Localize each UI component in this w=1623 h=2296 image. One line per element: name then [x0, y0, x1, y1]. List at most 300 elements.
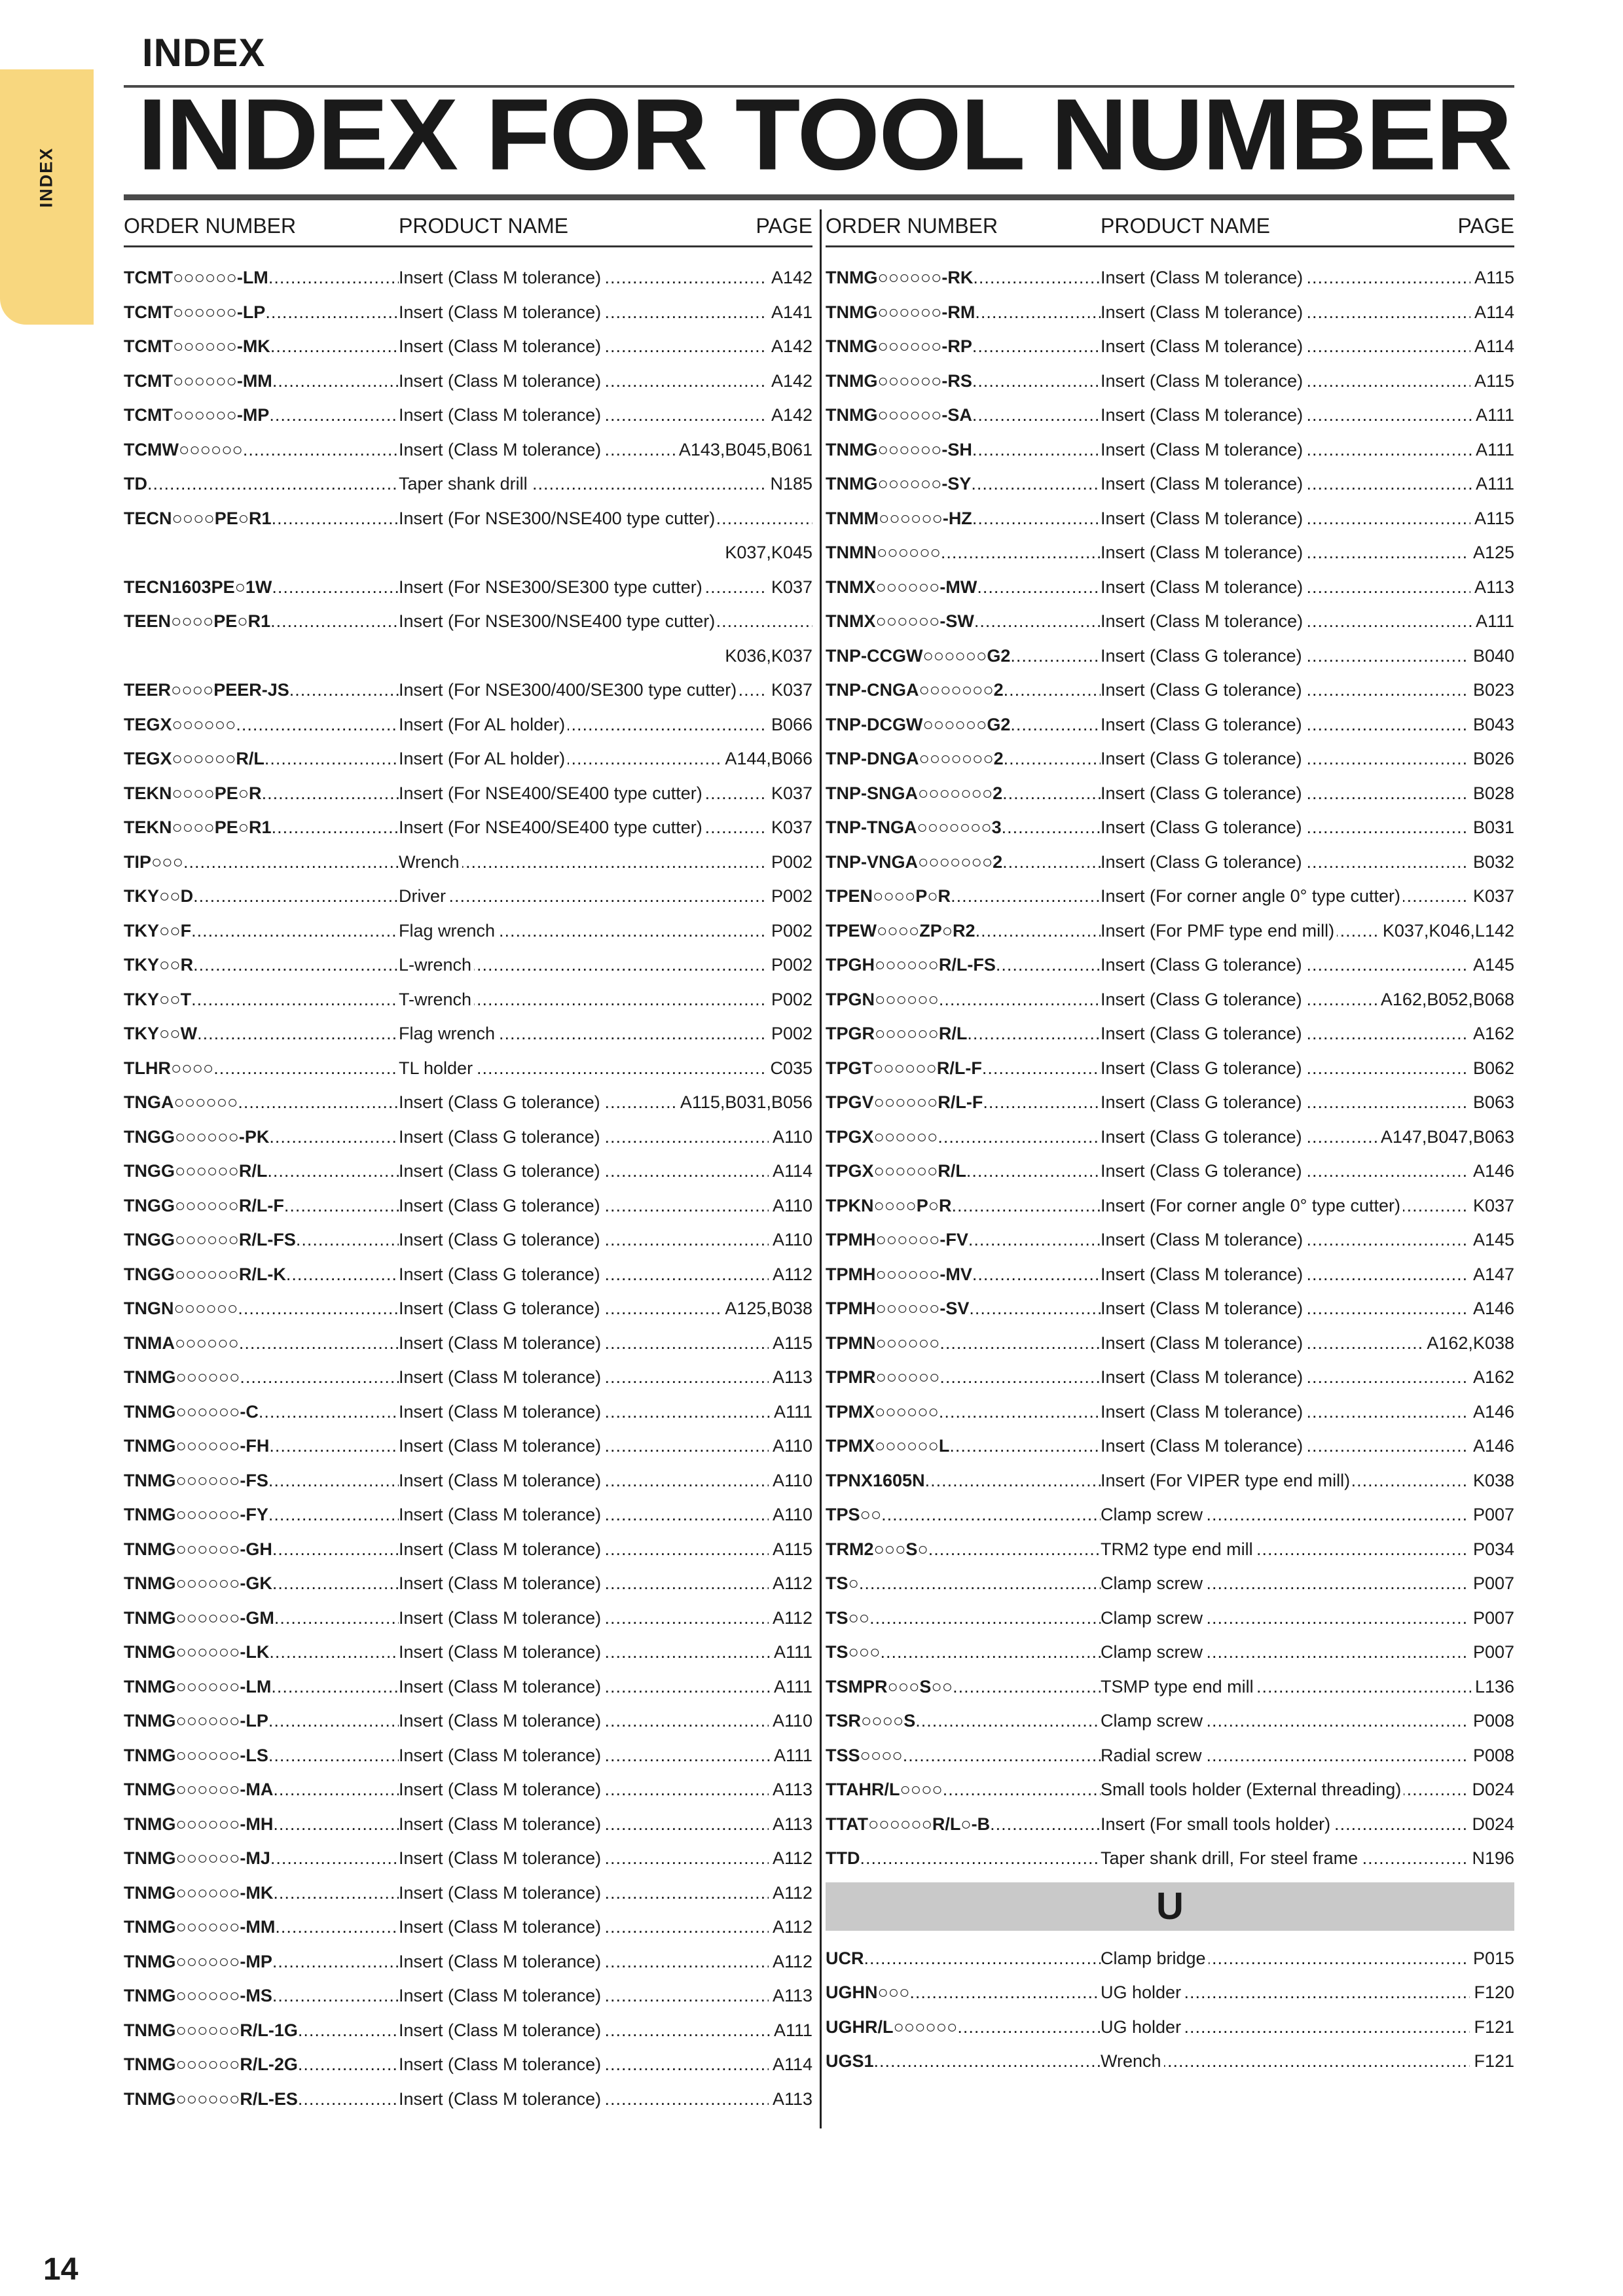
index-row	[124, 398, 812, 433]
product-name-text: Insert (Class M tolerance)	[1101, 302, 1305, 322]
right-column	[826, 207, 1514, 2079]
order-number	[826, 1189, 1101, 1223]
product-name	[1101, 948, 1514, 982]
page-reference: A110	[769, 1704, 812, 1738]
product-name	[1101, 1085, 1514, 1120]
product-name	[1101, 501, 1514, 536]
product-name	[399, 2047, 812, 2082]
order-number	[826, 914, 1101, 948]
index-row	[826, 1051, 1514, 1086]
product-name	[1101, 260, 1514, 295]
order-number	[826, 260, 1101, 295]
order-number	[826, 1257, 1101, 1292]
index-row	[124, 570, 812, 605]
product-name-text: Insert (Class M tolerance)	[1101, 1265, 1305, 1284]
order-number	[826, 2044, 1101, 2079]
header-page: PAGE	[756, 214, 812, 238]
index-row	[826, 1670, 1514, 1704]
order-number-text: TSMPR○○○S○○	[826, 1676, 953, 1696]
order-number-text: TNMG○○○○○○	[124, 1367, 240, 1387]
product-name-text: Wrench	[399, 852, 462, 872]
order-number-text: TPGT○○○○○○R/L-F	[826, 1058, 982, 1078]
product-name-text: Insert (Class M tolerance)	[1101, 1367, 1305, 1387]
product-name-text: Insert (For VIPER type end mill)	[1101, 1471, 1353, 1490]
index-row	[124, 467, 812, 501]
order-number	[124, 1670, 399, 1704]
product-name-text: Insert (Class M tolerance)	[1101, 611, 1305, 631]
product-name	[399, 364, 812, 399]
product-name	[1101, 433, 1514, 467]
order-number-text: TNGG○○○○○○R/L-F	[124, 1195, 284, 1215]
order-number	[124, 673, 399, 708]
order-number	[826, 1532, 1101, 1567]
order-number	[124, 570, 399, 605]
product-name-text: Insert (Class M tolerance)	[399, 1746, 604, 1765]
product-name-text: Insert (For AL holder)	[399, 749, 568, 768]
page-reference: A112	[769, 1876, 812, 1910]
order-number	[124, 1120, 399, 1155]
order-number	[124, 1945, 399, 1979]
page-reference: A146	[1469, 1154, 1514, 1189]
page-reference: A115	[769, 1532, 812, 1567]
order-number-text: TNMG○○○○○○-RK	[826, 268, 974, 287]
order-number-text: TNGA○○○○○○	[124, 1092, 238, 1112]
product-name-text: Insert (For NSE300/SE300 type cutter)	[399, 577, 705, 597]
product-name-text: Insert (Class M tolerance)	[399, 1642, 604, 1662]
page-reference: A142	[767, 329, 812, 364]
index-row	[826, 2044, 1514, 2079]
index-row	[826, 501, 1514, 536]
order-number	[826, 1807, 1101, 1842]
product-name-text: Insert (Class M tolerance)	[399, 2020, 604, 2040]
product-name-text: Clamp screw	[1101, 1711, 1205, 1731]
product-name-text: Insert (Class G tolerance)	[1101, 955, 1305, 975]
page-reference: A114	[1470, 329, 1514, 364]
order-number-text: TTAT○○○○○○R/L○-B	[826, 1814, 991, 1834]
order-number-text: TNGG○○○○○○R/L	[124, 1161, 268, 1181]
index-row	[124, 1704, 812, 1738]
product-name-text: Insert (Class M tolerance)	[399, 1814, 604, 1834]
order-number-text: TNMG○○○○○○-LS	[124, 1745, 268, 1765]
order-number	[124, 1704, 399, 1738]
product-name-text: Insert (Class M tolerance)	[399, 336, 604, 356]
product-name-text: Small tools holder (External threading)	[1101, 1780, 1404, 1799]
product-name-text: TSMP type end mill	[1101, 1677, 1256, 1696]
order-number	[826, 535, 1101, 570]
order-number	[124, 1566, 399, 1601]
index-row	[826, 364, 1514, 399]
product-name-text: Clamp bridge	[1101, 1948, 1209, 1968]
page-reference: A111	[1472, 604, 1514, 639]
product-name	[399, 1429, 812, 1463]
product-name	[1101, 776, 1514, 811]
index-row	[124, 1429, 812, 1463]
order-number-text: TNMG○○○○○○-MH	[124, 1814, 274, 1834]
order-number	[826, 501, 1101, 536]
product-name-text: L-wrench	[399, 955, 474, 975]
product-name	[399, 570, 812, 605]
product-name	[1101, 1841, 1514, 1876]
product-name	[1101, 1566, 1514, 1601]
index-row	[826, 1807, 1514, 1842]
product-name	[1101, 1807, 1514, 1842]
order-number	[124, 604, 399, 639]
order-number	[124, 1635, 399, 1670]
page-reference: K037	[1469, 879, 1514, 914]
index-row	[124, 1979, 812, 2013]
order-number	[826, 1941, 1101, 1976]
order-number	[124, 1016, 399, 1051]
order-number-text: TNMG○○○○○○-GK	[124, 1573, 272, 1593]
order-number	[124, 2047, 399, 2082]
order-number	[826, 570, 1101, 605]
page-reference: P002	[767, 982, 812, 1017]
page-reference: A110	[769, 1120, 812, 1155]
page-reference: A162,B052,B068	[1377, 982, 1514, 1017]
page-reference: A113	[769, 1979, 812, 2013]
product-name-text: Insert (Class G tolerance)	[399, 1265, 603, 1284]
order-number-text: TPMH○○○○○○-SV	[826, 1299, 970, 1318]
product-name-text: Insert (For NSE400/SE400 type cutter)	[399, 783, 705, 803]
product-name	[399, 1051, 812, 1086]
page-reference: P008	[1469, 1704, 1514, 1738]
order-number	[124, 1876, 399, 1910]
page-reference: A111	[770, 2013, 812, 2048]
order-number	[826, 1463, 1101, 1498]
product-name	[399, 1223, 812, 1257]
page-reference: P007	[1469, 1635, 1514, 1670]
product-name	[399, 1945, 812, 1979]
order-number	[826, 879, 1101, 914]
order-number	[124, 742, 399, 776]
order-number-text: TNMG○○○○○○-SY	[826, 474, 972, 493]
index-row	[826, 639, 1514, 673]
order-number	[826, 1120, 1101, 1155]
product-name-text: Insert (Class M tolerance)	[1101, 1436, 1305, 1456]
product-name	[1101, 1429, 1514, 1463]
product-name-text: Insert (For NSE300/NSE400 type cutter)	[399, 509, 718, 528]
product-name	[399, 1154, 812, 1189]
page-reference: K037	[767, 776, 812, 811]
index-row	[826, 1772, 1514, 1807]
order-number	[826, 776, 1101, 811]
product-name-text: Clamp screw	[1101, 1573, 1205, 1593]
page-reference: A111	[770, 1670, 812, 1704]
index-row	[124, 1807, 812, 1842]
page-reference: A142	[767, 364, 812, 399]
index-row	[826, 879, 1514, 914]
product-name-text: Insert (For PMF type end mill)	[1101, 921, 1337, 941]
order-number	[826, 1772, 1101, 1807]
order-number-text: UCR	[826, 1948, 864, 1968]
order-number-text: TD	[124, 474, 147, 493]
page-reference: P015	[1469, 1941, 1514, 1976]
product-name	[1101, 1223, 1514, 1257]
product-name	[1101, 1257, 1514, 1292]
page-reference: B028	[1469, 776, 1514, 811]
page-reference: B026	[1469, 742, 1514, 776]
page-reference: P007	[1469, 1601, 1514, 1636]
order-number	[826, 433, 1101, 467]
product-name	[399, 708, 812, 742]
page-reference: A113	[769, 1772, 812, 1807]
order-number	[124, 1051, 399, 1086]
index-row	[124, 673, 812, 708]
order-number	[826, 1085, 1101, 1120]
order-number-text: TNMG○○○○○○-FH	[124, 1436, 270, 1456]
order-number	[124, 364, 399, 399]
product-name-text: TL holder	[399, 1058, 475, 1078]
order-number-text: TNP-CCGW○○○○○○G2	[826, 645, 1011, 666]
order-number	[124, 2013, 399, 2048]
product-name	[1101, 1016, 1514, 1051]
page-reference: A112	[769, 1566, 812, 1601]
product-name	[399, 1189, 812, 1223]
order-number-text: TPGX○○○○○○	[826, 1126, 938, 1147]
order-number-text: TEER○○○○PEER-JS	[124, 680, 289, 700]
product-name	[1101, 1601, 1514, 1636]
order-number-text: TNMX○○○○○○-MW	[826, 577, 977, 597]
index-row	[826, 329, 1514, 364]
product-name-text: Insert (Class M tolerance)	[399, 1848, 604, 1868]
product-name	[399, 982, 812, 1017]
page-reference: A147,B047,B063	[1377, 1120, 1514, 1155]
index-row	[124, 1085, 812, 1120]
order-number	[124, 708, 399, 742]
product-name	[1101, 1463, 1514, 1498]
page-reference: A114	[1470, 295, 1514, 330]
index-row	[124, 2013, 812, 2048]
index-row	[124, 1738, 812, 1773]
index-row	[124, 295, 812, 330]
left-index-list	[124, 260, 812, 2116]
order-number-text: TKY○○T	[124, 989, 192, 1009]
order-number-text: TEEN○○○○PE○R1	[124, 611, 271, 631]
order-number	[124, 1910, 399, 1945]
order-number-text: TNP-VNGA○○○○○○○2	[826, 852, 1003, 872]
order-number	[124, 398, 399, 433]
product-name-text: Insert (Class M tolerance)	[399, 1333, 604, 1353]
order-number-text: UGHN○○○	[826, 1982, 910, 2002]
order-number-text: TS○○	[826, 1607, 870, 1628]
order-number	[124, 1979, 399, 2013]
product-name-text: Insert (Class M tolerance)	[1101, 1299, 1305, 1318]
order-number-text: TCMT○○○○○○-LM	[124, 268, 268, 287]
order-number-text: TPKN○○○○P○R	[826, 1195, 952, 1215]
product-name	[399, 2082, 812, 2117]
order-number	[826, 673, 1101, 708]
page-reference: F121	[1470, 2044, 1514, 2079]
order-number-text: TNMG○○○○○○R/L-1G	[124, 2020, 298, 2040]
order-number	[124, 1532, 399, 1567]
product-name	[1101, 639, 1514, 673]
order-number-text: TNMX○○○○○○-SW	[826, 611, 974, 631]
order-number	[124, 810, 399, 845]
order-number	[124, 1360, 399, 1395]
product-name	[399, 1360, 812, 1395]
order-number	[124, 1085, 399, 1120]
product-name-text: Insert (Class M tolerance)	[1101, 509, 1305, 528]
product-name	[399, 295, 812, 330]
index-row	[826, 1498, 1514, 1532]
page-reference: A162	[1469, 1360, 1514, 1395]
product-name-text: Insert (Class M tolerance)	[399, 371, 604, 391]
page-number: 14	[43, 2252, 79, 2287]
index-row	[124, 1016, 812, 1051]
order-number-text: TPNX1605N	[826, 1470, 925, 1490]
page-reference: K037	[767, 570, 812, 605]
product-name-text: Insert (Class M tolerance)	[1101, 543, 1305, 562]
side-tab	[0, 69, 94, 325]
index-row	[124, 948, 812, 982]
page-reference: A113	[769, 1807, 812, 1842]
page-reference: P002	[767, 1016, 812, 1051]
product-name	[1101, 1670, 1514, 1704]
product-name	[399, 1807, 812, 1842]
index-row	[124, 1463, 812, 1498]
product-name	[1101, 295, 1514, 330]
index-row	[826, 1704, 1514, 1738]
page-reference: A115	[769, 1326, 812, 1361]
product-name-text: Insert (Class G tolerance)	[1101, 680, 1305, 700]
page-reference: A110	[769, 1463, 812, 1498]
index-row	[826, 1463, 1514, 1498]
order-number	[826, 467, 1101, 501]
product-name	[399, 845, 812, 880]
page-reference: A114	[769, 2047, 812, 2082]
index-row	[124, 1120, 812, 1155]
product-name-text: Insert (Class M tolerance)	[1101, 371, 1305, 391]
order-number-text: TKY○○R	[124, 955, 194, 975]
product-name-text: Insert (Class M tolerance)	[399, 1471, 604, 1490]
order-number-text: TPMH○○○○○○-MV	[826, 1264, 972, 1284]
product-name-text: Insert (Class M tolerance)	[399, 1952, 604, 1971]
index-row	[124, 433, 812, 467]
product-name	[1101, 1772, 1514, 1807]
index-row	[124, 1910, 812, 1945]
page-reference: A162,K038	[1423, 1326, 1514, 1361]
order-number-text: TNMG○○○○○○-MM	[124, 1917, 276, 1937]
product-name	[1101, 570, 1514, 605]
product-name	[399, 879, 812, 914]
product-name	[399, 810, 812, 845]
index-row	[826, 845, 1514, 880]
order-number	[124, 1772, 399, 1807]
page-reference: A110	[769, 1498, 812, 1532]
order-number	[826, 1360, 1101, 1395]
index-row	[826, 1085, 1514, 1120]
product-name-text: Insert (Class M tolerance)	[1101, 440, 1305, 459]
index-row	[826, 570, 1514, 605]
page-reference: A115,B031,B056	[676, 1085, 812, 1120]
index-row	[124, 260, 812, 295]
page-reference: B063	[1469, 1085, 1514, 1120]
order-number-text: TPGV○○○○○○R/L-F	[826, 1092, 983, 1112]
product-name	[399, 948, 812, 982]
column-divider	[820, 209, 822, 2128]
index-row	[826, 914, 1514, 948]
index-row	[826, 1395, 1514, 1429]
index-row	[826, 1189, 1514, 1223]
index-row	[826, 776, 1514, 811]
product-name	[1101, 1291, 1514, 1326]
order-number	[826, 1670, 1101, 1704]
product-name-text: Insert (Class M tolerance)	[399, 1883, 604, 1903]
order-number	[124, 1326, 399, 1361]
index-row	[124, 1223, 812, 1257]
product-name-text: Insert (Class M tolerance)	[399, 1711, 604, 1731]
order-number-text: TNMG○○○○○○-GM	[124, 1607, 274, 1628]
index-row	[826, 810, 1514, 845]
product-name-text: Insert (Class M tolerance)	[399, 1917, 604, 1937]
page-reference: A113	[769, 2082, 812, 2117]
index-row	[124, 501, 812, 570]
index-row	[124, 604, 812, 673]
product-name	[399, 329, 812, 364]
product-name-text: Insert (Class G tolerance)	[399, 1092, 603, 1112]
page-reference: A142	[767, 398, 812, 433]
index-row	[124, 1154, 812, 1189]
order-number	[826, 1704, 1101, 1738]
product-name	[399, 1772, 812, 1807]
index-row	[826, 535, 1514, 570]
product-name-text: Insert (Class G tolerance)	[1101, 1161, 1305, 1181]
product-name-text: Insert (Class M tolerance)	[1101, 336, 1305, 356]
product-name-text: TRM2 type end mill	[1101, 1539, 1256, 1559]
index-row	[826, 1016, 1514, 1051]
order-number	[124, 1841, 399, 1876]
page-reference: A145	[1469, 1223, 1514, 1257]
page-reference: A111	[770, 1395, 812, 1429]
index-row	[124, 845, 812, 880]
order-number-text: TEKN○○○○PE○R1	[124, 817, 272, 837]
product-name-text: Insert (Class M tolerance)	[1101, 577, 1305, 597]
index-row	[826, 1532, 1514, 1567]
page-reference: B023	[1469, 673, 1514, 708]
order-number	[124, 501, 399, 536]
order-number-text: TSR○○○○S	[826, 1711, 916, 1731]
order-number	[124, 1154, 399, 1189]
page-reference: A115	[1470, 501, 1514, 536]
product-name-text: Insert (Class G tolerance)	[1101, 1127, 1305, 1147]
index-row	[124, 1360, 812, 1395]
page-reference: A112	[769, 1945, 812, 1979]
product-name-text: Insert (Class G tolerance)	[1101, 852, 1305, 872]
order-number-text: TNMA○○○○○○	[124, 1333, 239, 1353]
order-number-text: TPEW○○○○ZP○R2	[826, 920, 976, 941]
order-number-text: TPGH○○○○○○R/L-FS	[826, 955, 996, 975]
page-reference: A147	[1469, 1257, 1514, 1292]
order-number-text: UGHR/L○○○○○○	[826, 2017, 958, 2037]
order-number	[124, 1738, 399, 1773]
order-number	[124, 845, 399, 880]
page-reference: K037	[1469, 1189, 1514, 1223]
order-number-text: TNP-CNGA○○○○○○○2	[826, 680, 1004, 700]
order-number	[826, 1154, 1101, 1189]
product-name	[399, 501, 812, 536]
product-name	[399, 1395, 812, 1429]
product-name	[1101, 673, 1514, 708]
product-name-text: Insert (Class M tolerance)	[399, 1505, 604, 1524]
right-index-list	[826, 260, 1514, 1876]
product-name-text: Insert (Class M tolerance)	[399, 440, 604, 459]
order-number	[826, 1291, 1101, 1326]
product-name	[1101, 1704, 1514, 1738]
index-row	[826, 1154, 1514, 1189]
order-number	[124, 260, 399, 295]
header-order-number: ORDER NUMBER	[826, 214, 998, 238]
page-reference: P034	[1469, 1532, 1514, 1567]
